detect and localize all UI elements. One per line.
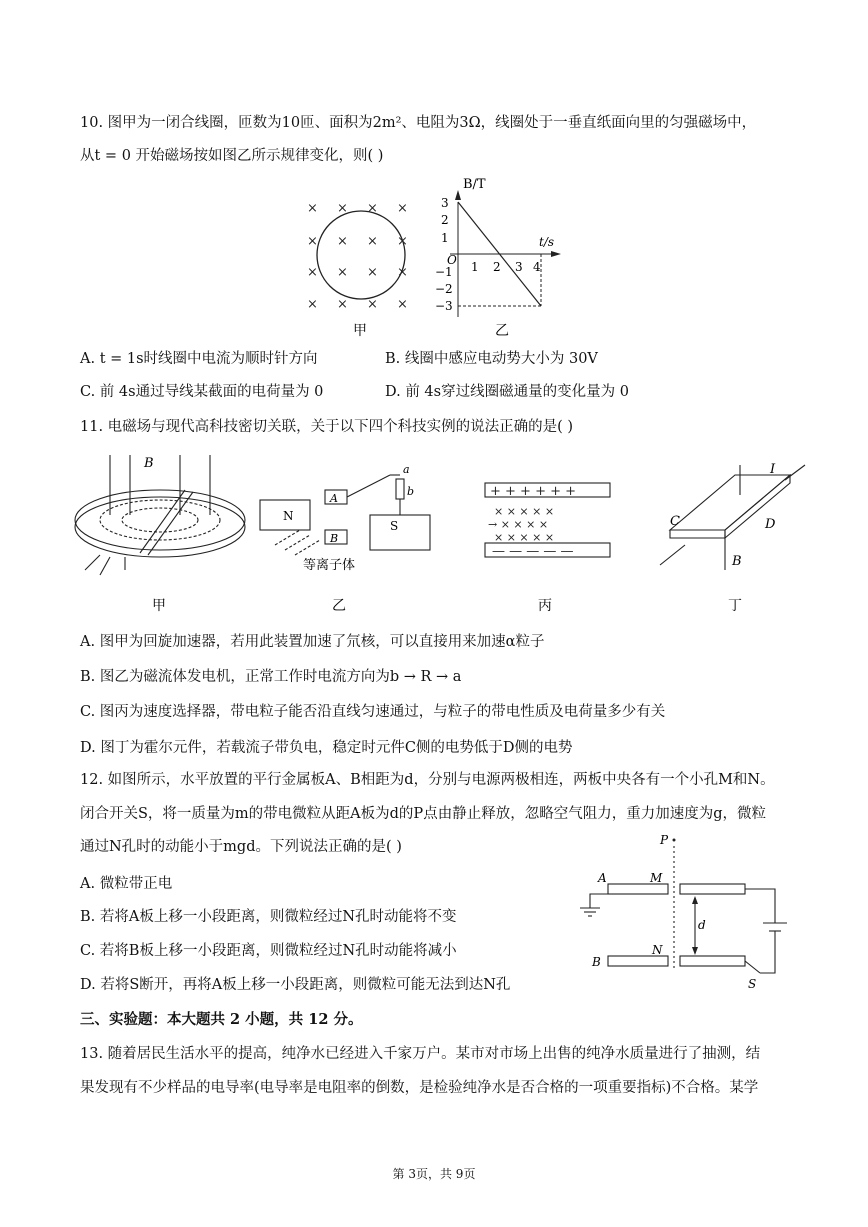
svg-text:— — — — —: — — — — — (492, 544, 574, 559)
svg-text:×: × (397, 201, 408, 216)
plasma-label: 等离子体 (303, 558, 356, 573)
q12-stem-line3: 通过N孔时的动能小于mgd。下列说法正确的是( ) (80, 839, 402, 855)
q11-figures (60, 445, 820, 620)
plate-b-label: B (592, 955, 601, 969)
fig-caption-ding: 丁 (728, 598, 742, 614)
bt-graph (435, 177, 561, 317)
q12-stem-line1: 12. 如图所示，水平放置的平行金属板A、B相距为d，分别与电源两极相连，两板中央各有一个小孔M和N。 (80, 772, 775, 788)
q12-option-c: C. 若将B板上移一小段距离，则微粒经过N孔时动能将减小 (80, 943, 457, 959)
fig-caption-bing: 丙 (538, 598, 552, 614)
q10-stem-line1: 10. 图甲为一闭合线圈，匝数为10匝、面积为2m²、电阻为3Ω，线圈处于一垂直纸面向里的匀强磁场中， (80, 115, 757, 131)
page-footer: 第 3页，共 9页 (392, 1167, 476, 1181)
q10-option-c: C. 前 4s通过导线某截面的电荷量为 0 (80, 384, 324, 400)
fig-jia-caption: 甲 (353, 323, 367, 339)
q10-stem-line2: 从t = 0 开始磁场按如图乙所示规律变化，则( ) (80, 148, 384, 164)
distance-d-label: d (698, 918, 706, 932)
graph-ylabel: B/T (463, 177, 486, 192)
svg-text:×: × (337, 201, 348, 216)
q11-option-a: A. 图甲为回旋加速器，若用此装置加速了氘核，可以直接用来加速α粒子 (80, 634, 545, 650)
switch-s-label: S (748, 977, 757, 991)
mhd-n-label: N (283, 509, 294, 523)
svg-text:×: × (397, 265, 408, 280)
q13-stem-line2: 果发现有不少样品的电导率(电导率是电阻率的倒数，是检验纯净水是否合格的一项重要指标)不合格。某学 (80, 1080, 759, 1096)
mhd-s-label: S (390, 519, 399, 533)
section-3-heading: 三、实验题：本大题共 2 小题，共 12 分。 (80, 1011, 363, 1028)
ytick: 1 (441, 231, 449, 245)
xtick: 3 (515, 260, 523, 274)
svg-text:→ × × × ×: → × × × × (488, 518, 549, 531)
magnetic-field-crosses (307, 201, 408, 312)
hall-c-label: C (670, 514, 680, 529)
hole-n-label: N (652, 943, 663, 957)
ytick: 2 (441, 213, 449, 227)
q10-option-a: A. t = 1s时线圈中电流为顺时针方向 (80, 351, 318, 367)
svg-text:×: × (307, 234, 318, 249)
svg-text:×: × (307, 201, 318, 216)
ytick: −3 (435, 299, 453, 313)
hole-m-label: M (650, 871, 663, 885)
xtick: 1 (471, 260, 479, 274)
plate-a-label: A (598, 871, 607, 885)
ytick: 3 (441, 196, 449, 210)
svg-text:×: × (307, 297, 318, 312)
ytick: −1 (435, 265, 453, 279)
q10-figures (295, 172, 565, 347)
svg-text:×: × (337, 265, 348, 280)
q12-stem-line2: 闭合开关S，将一质量为m的带电微粒从距A板为d的P点由静止释放，忽略空气阻力，重力加速度为g，微粒 (80, 806, 766, 822)
q12-option-a: A. 微粒带正电 (80, 876, 173, 892)
q13-stem-line1: 13. 随着居民生活水平的提高，纯净水已经进入千家万户。某市对市场上出售的纯净水质量进行了抽测，结 (80, 1046, 761, 1062)
svg-text:× × × × ×: × × × × × (494, 531, 555, 544)
mhd-a-plate-label: A (330, 492, 338, 505)
hall-i-label: I (770, 462, 776, 477)
q10-option-b: B. 线圈中感应电动势大小为 30V (385, 351, 598, 367)
graph-origin: O (447, 253, 457, 267)
hall-b-label: B (732, 554, 742, 569)
mhd-b-plate-label: B (330, 532, 339, 545)
hall-d-label: D (765, 517, 776, 532)
q11-option-b: B. 图乙为磁流体发电机，正常工作时电流方向为b → R → a (80, 669, 462, 685)
svg-text:×: × (307, 265, 318, 280)
svg-text:×: × (397, 297, 408, 312)
q11-stem: 11. 电磁场与现代高科技密切关联，关于以下四个科技实例的说法正确的是( ) (80, 419, 574, 435)
mhd-b-label: b (407, 485, 415, 498)
point-p-label: P (660, 833, 669, 847)
svg-text:×: × (367, 265, 378, 280)
mhd-a-label: a (403, 463, 410, 476)
svg-text:×: × (367, 297, 378, 312)
q12-option-b: B. 若将A板上移一小段距离，则微粒经过N孔时动能将不变 (80, 909, 457, 925)
svg-text:+ + + + + +: + + + + + + (490, 484, 577, 499)
q11-option-d: D. 图丁为霍尔元件，若载流子带负电，稳定时元件C侧的电势低于D侧的电势 (80, 740, 573, 756)
q10-option-d: D. 前 4s穿过线圈磁通量的变化量为 0 (385, 384, 629, 400)
xtick: 4 (533, 260, 541, 274)
q12-capacitor-figure (570, 828, 790, 998)
fig-caption-jia: 甲 (152, 598, 166, 614)
xtick: 2 (493, 260, 501, 274)
svg-text:× × × × ×: × × × × × (494, 505, 555, 518)
fig-yi-caption: 乙 (495, 323, 509, 339)
coil-circle (317, 211, 405, 299)
graph-xlabel: t/s (539, 235, 555, 249)
fig-caption-yi: 乙 (332, 598, 346, 614)
svg-text:×: × (337, 234, 348, 249)
cyclotron-figure (75, 455, 245, 575)
q12-option-d: D. 若将S断开，再将A板上移一小段距离，则微粒可能无法到达N孔 (80, 977, 511, 993)
svg-text:×: × (397, 234, 408, 249)
ytick: −2 (435, 282, 453, 296)
svg-text:×: × (367, 201, 378, 216)
svg-text:×: × (337, 297, 348, 312)
cyclotron-b-label: B (144, 456, 154, 471)
q11-option-c: C. 图丙为速度选择器，带电粒子能否沿直线匀速通过，与粒子的带电性质及电荷量多少有关 (80, 704, 666, 720)
svg-text:×: × (367, 234, 378, 249)
